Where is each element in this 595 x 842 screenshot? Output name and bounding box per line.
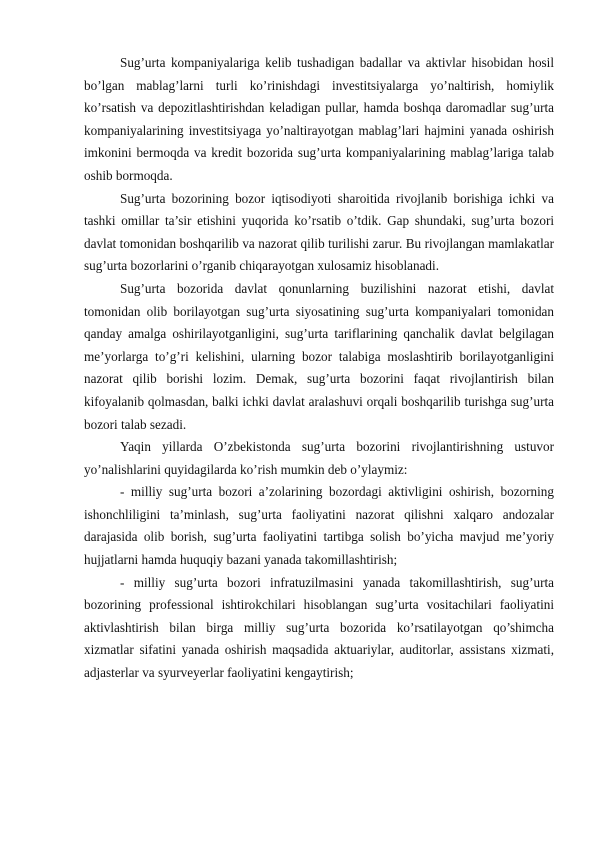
paragraph-market-factors: Sug’urta bozorining bozor iqtisodiyoti sharoitida rivojlanib borishiga ichki va tashki omillar ta’sir etishini yuqorida ko’rsatib o’tdik. Gap shundaki, sug’urta bozori davlat tomonidan boshqarilib va nazorat qilib turilishi zarur. Bu rivojlangan mamlakatlar sug’urta bozorlarini o’rganib chiqarayotgan xulosamiz hisoblanadi.	[84, 190, 554, 274]
list-item-infrastructure: - milliy sug’urta bozori infratuzilmasini yanada takomillashtirish, sug’urta bozorining professional ishtirokchilari hisoblangan sug’urta vositachilari faoliyatini aktivlashtirish bilan birga milliy sug’urta bozorida ko’rsatilayotgan qo’shimcha xizmatlar sifatini yanada oshirish maqsadida aktuariylar, auditorlar, assistans xizmati, adjasterlar va syurveyerlar faoliyatini kengaytirish;	[84, 574, 554, 681]
document-page	[84, 52, 554, 685]
paragraph-priority-directions: Yaqin yillarda O’zbekistonda sug’urta bozorini rivojlantirishning ustuvor yo’nalishlarini quyidagilarda ko’rish mumkin deb o’ylaymiz:	[84, 439, 554, 477]
list-item-market-activity: - milliy sug’urta bozori a’zolarining bozordagi aktivligini oshirish, bozorning ishonchliligini ta’minlash, sug’urta faoliyatini nazorat qilishni xalqaro andozalar darajasida olib borish, sug’urta faoliyatini tartibga solish bo’yicha mavjud me’yoriy hujjatlarni hamda huquqiy bazani yanada takomillashtirish;	[84, 484, 554, 568]
paragraph-insurance-investments: Sug’urta kompaniyalariga kelib tushadigan badallar va aktivlar hisobidan hosil bo’lgan mablag’larni turli ko’rinishdagi investitsiyalarga yo’naltirish, homiylik ko’rsatish va depozitlashtirishdan keladigan pullar, hamda boshqa daromadlar sug’urta kompaniyalarining investitsiyaga yo’naltirayotgan mablag’lari hajmini yanada oshirish imkonini bermoqda va kredit bozorida sug’urta kompaniyalarining mablag’lariga talab oshib bormoqda.	[84, 55, 554, 183]
paragraph-state-regulation: Sug’urta bozorida davlat qonunlarning buzilishini nazorat etishi, davlat tomonidan olib borilayotgan sug’urta siyosatining sug’urta kompaniyalari tomonidan qanday amalga oshirilayotganligini, sug’urta tariflarining qanchalik davlat belgilagan me’yorlarga to’g’ri kelishini, ularning bozor talabiga moslashtirib borilayotganligini nazorat qilib borishi lozim. Demak, sug’urta bozorini faqat rivojlantirish bilan kifoyalanib qolmasdan, balki ichki davlat aralashuvi orqali boshqarilib turishga sug’urta bozori talab sezadi.	[84, 280, 554, 432]
